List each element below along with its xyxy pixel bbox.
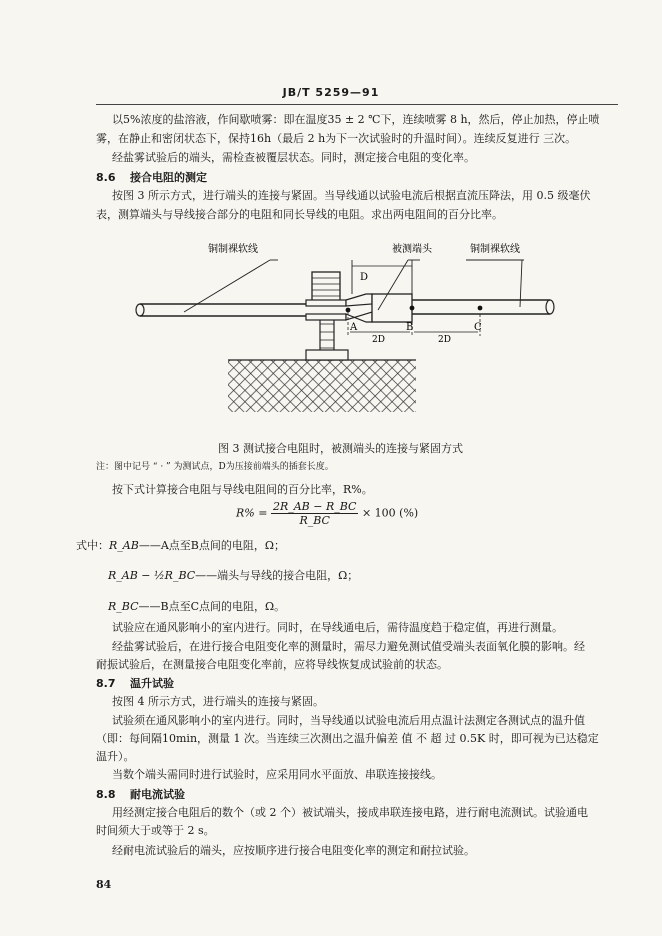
symbol-r-bc: R_BC — [108, 600, 139, 613]
label-a: A — [350, 322, 358, 333]
label-2d-left: 2D — [372, 335, 385, 345]
where-definition-3 — [108, 599, 285, 615]
section-title: 耐电流试验 — [130, 788, 185, 801]
symbol-r-ab: R_AB — [109, 539, 139, 552]
test-point-b — [410, 306, 415, 311]
where-definition-2 — [108, 568, 358, 584]
section-number: 8.8 — [96, 788, 116, 801]
paragraph-line: 经耐电流试验后的端头，应按顺序进行接合电阻变化率的测定和耐拉试验。 — [112, 844, 475, 857]
formula-lhs: R% = — [236, 506, 268, 520]
definition-text: ——A点至B点间的电阻，Ω； — [138, 539, 285, 552]
paragraph-line: 以5%浓度的盐溶液，作间歇喷雾：即在温度35 ± 2 ℃下，连续喷雾 8 h，然后，停止加热，停止喷 — [112, 113, 600, 126]
figure-note: 注：图中记号 “ · ” 为测试点，D为压接前端头的插套长度。 — [96, 462, 334, 472]
section-heading-8-6 — [96, 169, 207, 185]
label-b: B — [406, 322, 414, 333]
paragraph-line: 按图 4 所示方式，进行端头的连接与紧固。 — [112, 695, 324, 708]
label-2d-right: 2D — [438, 335, 451, 345]
paragraph-line: 按下式计算接合电阻与导线电阻间的百分比率，R%。 — [112, 483, 373, 496]
paragraph-line: 耐振试验后，在测量接合电阻变化率前，应将导线恢复成试验前的状态。 — [96, 658, 448, 671]
label-copper-wire-right: 铜制裸软线 — [470, 244, 520, 255]
section-number: 8.7 — [96, 677, 116, 690]
symbol-contact-resistance: R_AB − ½R_BC — [108, 569, 196, 582]
document-header: JB/T 5259—91 — [282, 86, 380, 99]
where-definition-1 — [76, 538, 285, 554]
paragraph-line: 经盐雾试验后的端头，需检查被覆层状态。同时，测定接合电阻的变化率。 — [112, 151, 475, 164]
figure-3-diagram — [120, 232, 560, 427]
label-d: D — [360, 272, 369, 283]
section-title: 接合电阻的测定 — [130, 171, 207, 184]
formula-tail: × 100 (%) — [361, 506, 419, 520]
terminal-sleeve — [372, 294, 412, 322]
label-copper-wire-left: 铜制裸软线 — [208, 244, 258, 255]
paragraph-line: （即：每间隔10min，测量 1 次。当连续三次测出之温升偏差 值 不 超 过 0.5K 时，即可视为已达稳定 — [96, 732, 599, 745]
header-rule — [96, 104, 618, 105]
section-heading-8-7 — [96, 675, 174, 691]
definition-text: ——端头与导线的接合电阻，Ω； — [195, 569, 359, 582]
formula-main — [236, 500, 418, 527]
label-terminal-under-test: 被测端头 — [392, 244, 432, 255]
nut — [312, 272, 340, 302]
paragraph-line: 表，测算端头与导线接合部分的电阻和同长导线的电阻。求出两电阻间的百分比率。 — [96, 208, 503, 221]
section-title: 温升试验 — [130, 677, 174, 690]
formula-denominator: R_BC — [299, 514, 330, 527]
bolt-base — [306, 350, 348, 360]
formula-numerator: 2R_AB − R_BC — [272, 500, 357, 513]
paragraph-line: 雾，在静止和密闭状态下，保持16h（最后 2 h为下一次试验时的升温时间）。连续反复进行 三次。 — [96, 132, 577, 145]
formula-fraction — [271, 500, 359, 527]
figure-caption: 图 3 测试接合电阻时，被测端头的连接与紧固方式 — [218, 442, 463, 455]
where-label: 式中： — [76, 539, 109, 552]
section-heading-8-8 — [96, 786, 185, 802]
test-point-a — [346, 308, 351, 313]
paragraph-line: 试验须在通风影响小的室内进行。同时，当导线通以试验电流后用点温计法测定各测试点的温升值 — [112, 714, 585, 727]
paragraph-line: 按图 3 所示方式，进行端头的连接与紧固。当导线通以试验电流后根据直流压降法，用 0.5 级毫伏 — [112, 189, 591, 202]
page-number: 84 — [96, 878, 112, 891]
definition-text: ——B点至C点间的电阻，Ω。 — [138, 600, 286, 613]
section-number: 8.6 — [96, 171, 116, 184]
paragraph-line: 经盐雾试验后，在进行接合电阻变化率的测量时，需尽力避免测试值受端头表面氧化膜的影响。经 — [112, 640, 585, 653]
test-point-c — [478, 306, 483, 311]
paragraph-line: 时间须大于或等于 2 s。 — [96, 824, 215, 837]
paragraph-line: 试验应在通风影响小的室内进行。同时，在导线通电后，需待温度趋于稳定值，再进行测量。 — [112, 621, 563, 634]
paragraph-line: 当数个端头需同时进行试验时，应采用同水平面放、串联连接接线。 — [112, 768, 442, 781]
paragraph-line: 温升）。 — [96, 750, 135, 763]
terminal-lug — [346, 294, 372, 306]
paragraph-line: 用经测定接合电阻后的数个（或 2 个）被试端头，接成串联连接电路，进行耐电流测试。试验通电 — [112, 806, 588, 819]
label-c: C — [474, 322, 482, 333]
